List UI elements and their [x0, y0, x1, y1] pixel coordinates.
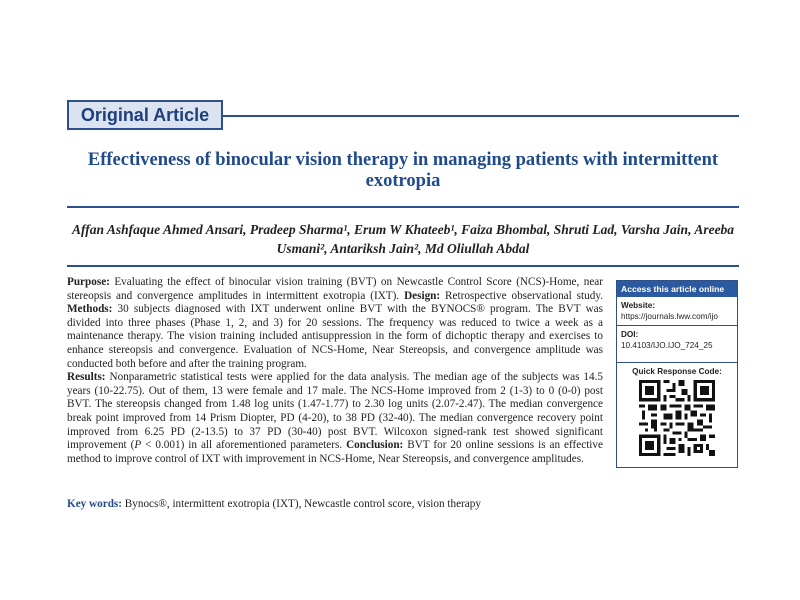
access-box-header: Access this article online: [617, 281, 737, 297]
doi-value[interactable]: 10.4103/IJO.IJO_724_25: [621, 341, 713, 350]
purpose-label: Purpose:: [67, 276, 110, 288]
results-label: Results:: [67, 371, 106, 384]
qr-label: Quick Response Code:: [632, 367, 722, 376]
design-text: Retrospective observational study.: [440, 289, 603, 302]
authors-divider: [67, 265, 739, 267]
methods-label: Methods:: [67, 303, 113, 316]
purpose-text: Evaluating the effect of binocular vision training (BVT) on Newcastle Control Score (NCS)-Home, near stereopsis and convergence amplitudes in intermittent exotropia (IXT).: [67, 276, 603, 302]
qr-section: [617, 363, 737, 456]
article-type-header: [67, 100, 739, 132]
conclusion-label: Conclusion:: [346, 439, 404, 452]
keywords-label: Key words:: [67, 498, 122, 510]
qr-code-icon: [639, 380, 715, 456]
conclusion-text: BVT for 20 online sessions is an effective method to improve control of IXT with improvement in NCS-Home, Near Stereopsis, and convergence amplitudes.: [67, 439, 603, 465]
design-label: Design:: [404, 289, 441, 302]
article-title: Effectiveness of binocular vision therapy in managing patients with intermittent exotropia: [87, 150, 719, 191]
title-divider: [67, 206, 739, 208]
website-section: [617, 297, 737, 326]
keywords-text: Bynocs®, intermittent exotropia (IXT), Newcastle control score, vision therapy: [122, 498, 481, 510]
results-text-continued: < 0.001) in all aforementioned parameters.: [141, 439, 347, 452]
header-rule: [223, 115, 739, 117]
access-article-box: [616, 280, 738, 468]
p-value-symbol: P: [134, 439, 142, 452]
doi-section: [617, 326, 737, 363]
website-label: Website:: [621, 301, 655, 310]
doi-label: DOI:: [621, 330, 639, 339]
article-type-badge: Original Article: [67, 100, 223, 130]
methods-text: 30 subjects diagnosed with IXT underwent online BVT with the BYNOCS® program. The BVT was divided into three phases (Phase 1, 2, and 3) for 20 sessions. The frequency was reduced to twice a week as a maintenance therapy. The vision training included antisuppression in the form of dichoptic therapy and exercises to enhance stereopsis and convergence. Evaluation of NCS-Home, Near Stereopsis, and convergence amplitude was conducted both before and after the training program.: [67, 303, 603, 370]
keywords: [67, 497, 667, 511]
author-list: Affan Ashfaque Ahmed Ansari, Pradeep Sharma¹, Erum W Khateeb¹, Faiza Bhombal, Shruti Lad, Varsha Jain, Areeba Usmani², Antariksh Jain², Md Oliullah Abdal: [71, 222, 735, 256]
website-link[interactable]: https://journals.lww.com/ijo: [621, 312, 718, 321]
results-text: Nonparametric statistical tests were applied for the data analysis. The median age of the subjects was 14.5 years (10-22.75). Out of them, 13 were female and 17 male. The NCS-Home improved from 2 (1-3) to 0 (0-0) post BVT. The stereopsis changed from 1.48 log units (1.47-1.77) to 2.30 log units (2.07-2.47). The median convergence break point improved from 14 Prism Diopter, PD (4-20), to 38 PD (32-40). The median convergence recovery point improved from 6.25 PD (2-13.5) to 37 PD (30-40) post BVT. Wilcoxon signed-rank test showed significant improvement (: [67, 371, 603, 452]
abstract: [67, 276, 603, 466]
